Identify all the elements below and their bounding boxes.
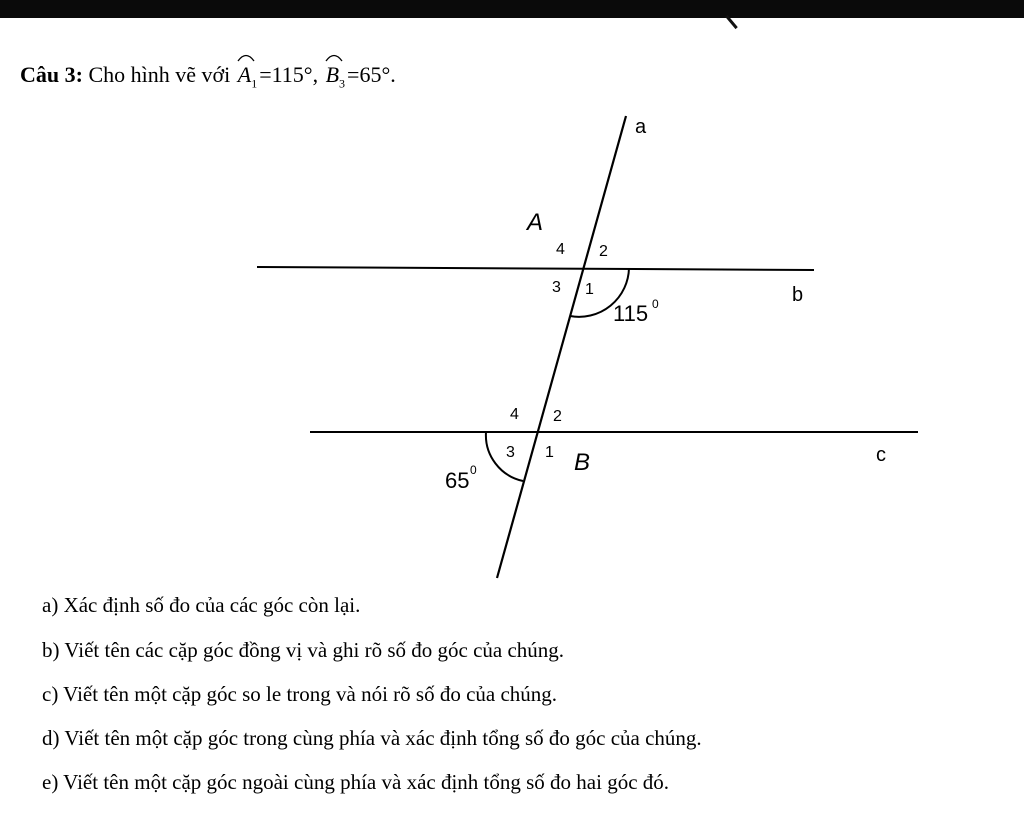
angle-value-b3: 65 (445, 468, 470, 493)
label-point-a: A (527, 209, 544, 236)
question-e: e) Viết tên một cặp góc ngoài cùng phía và xác định tổng số đo hai góc đó. (42, 770, 670, 794)
angle-b3: $B_3$ (326, 62, 345, 91)
intro-text: Cho hình vẽ với (88, 62, 231, 87)
label-line-a: a (635, 116, 647, 138)
question-number: Câu 3: (20, 62, 83, 87)
angle-a1: $A_1$ (238, 62, 257, 91)
degree-mark-a1: 0 (652, 297, 659, 311)
angle-b3-value: =65° (347, 62, 391, 87)
angle-label-b2: 2 (553, 408, 562, 425)
line-a (497, 116, 626, 578)
angle-label-a1: 1 (585, 281, 594, 298)
angle-label-b4: 4 (510, 406, 519, 423)
angle-label-b1: 1 (545, 444, 554, 461)
angle-a1-value: =115° (259, 62, 313, 87)
label-line-b: b (792, 284, 804, 306)
label-point-b: B (574, 449, 591, 476)
problem-heading: Câu 3: Cho hình vẽ với $A_1=115^\circ$, $B_3=65^\circ$. (20, 62, 396, 91)
line-b (257, 267, 814, 270)
angle-label-a4: 4 (556, 241, 565, 258)
question-b: b) Viết tên các cặp góc đồng vị và ghi rõ số đo góc của chúng. (42, 638, 565, 662)
angle-value-a1: 115 (613, 301, 649, 326)
degree-mark-b3: 0 (470, 463, 477, 477)
label-line-c: c (876, 444, 886, 466)
question-a: a) Xác định số đo của các góc còn lại. (42, 593, 361, 617)
angle-label-b3: 3 (506, 444, 515, 461)
angle-label-a3: 3 (552, 279, 561, 296)
arc-angle-b3 (486, 432, 523, 481)
question-c: c) Viết tên một cặp góc so le trong và nói rõ số đo của chúng. (42, 682, 558, 706)
question-d: d) Viết tên một cặp góc trong cùng phía và xác định tổng số đo góc của chúng. (42, 726, 702, 750)
angle-label-a2: 2 (599, 243, 608, 260)
